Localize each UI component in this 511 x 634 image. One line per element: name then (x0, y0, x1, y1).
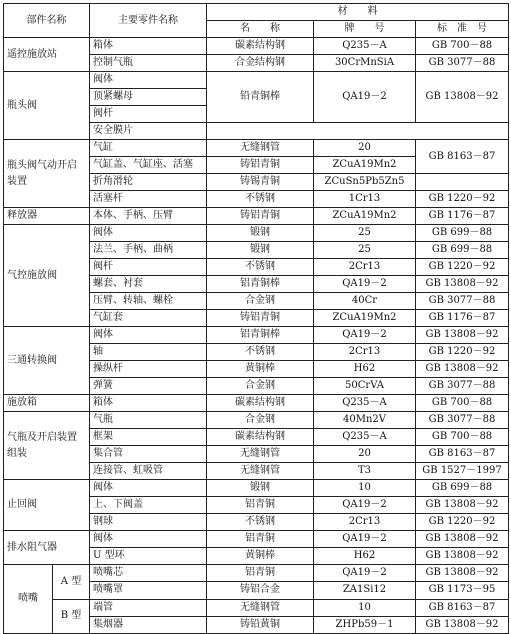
material-standard-cell: GB 13808－92 (416, 327, 509, 344)
material-grade-cell: 10 (314, 480, 416, 497)
material-standard-cell: GB 700－88 (416, 38, 509, 55)
table-row (4, 208, 509, 225)
material-grade-cell: 2Cr13 (314, 514, 416, 531)
header-grade: 牌 号 (314, 21, 416, 38)
part-name-text: 施放箱 (7, 397, 37, 408)
component-cell: 上、下阀盖 (90, 497, 207, 514)
material-grade-cell: ZA1Si12 (314, 582, 416, 599)
material-grade-cell: ZCuA19Mn2 (314, 310, 416, 327)
material-grade-cell: Q235－A (314, 38, 416, 55)
table-row (4, 38, 509, 55)
component-cell: 法兰、手柄、曲柄 (90, 242, 207, 259)
component-cell: 轴 (90, 344, 207, 361)
component-cell: 阀杆 (90, 106, 207, 123)
material-name-cell: 不锈钢 (207, 514, 314, 531)
component-cell: 压臂、转轴、螺栓 (90, 293, 207, 310)
component-cell: 安全膜片 (90, 123, 207, 140)
material-name-cell: 无缝钢管 (207, 446, 314, 463)
part-name-cell (4, 327, 90, 395)
material-standard-cell: GB 13808－92 (416, 497, 509, 514)
material-name-cell: 铸铝青铜 (207, 157, 314, 174)
part-name-cell (4, 412, 90, 480)
component-cell: 端管 (90, 599, 207, 616)
material-name-cell: 碳素结构钢 (207, 395, 314, 412)
material-standard-cell: GB 1220－92 (416, 259, 509, 276)
material-standard-cell: GB 13808－92 (416, 548, 509, 565)
part-name-cell (4, 72, 90, 140)
component-cell: 喷嘴罩 (90, 582, 207, 599)
component-cell: 阀体 (90, 531, 207, 548)
material-name-cell: 合金结构钢 (207, 55, 314, 72)
material-standard-cell: GB 13808－92 (416, 616, 509, 633)
part-name-text: 瓶头阀气动开启装置 (7, 159, 77, 187)
material-name-cell: 不锈钢 (207, 191, 314, 208)
material-name-cell: 不锈钢 (207, 259, 314, 276)
component-cell: 连接管、虹吸管 (90, 463, 207, 480)
component-cell: 阀体 (90, 72, 207, 89)
material-name-cell: 铝青铜 (207, 531, 314, 548)
material-name-cell: 黄铜棒 (207, 361, 314, 378)
component-cell: 框架 (90, 429, 207, 446)
material-grade-cell: 10 (314, 599, 416, 616)
table-row (4, 327, 509, 344)
component-cell: 阀体 (90, 480, 207, 497)
material-grade-cell: 20 (314, 140, 416, 157)
nozzle-split (4, 565, 89, 633)
material-name-cell: 合金钢 (207, 293, 314, 310)
part-name-cell (4, 531, 90, 565)
material-name-cell: 锻钢 (207, 480, 314, 497)
material-standard-cell: GB 8163－87 (416, 446, 509, 463)
nozzle-type-column (52, 565, 89, 633)
material-name-cell: 铅青铜棒 (207, 72, 314, 123)
material-grade-cell: 2Cr13 (314, 259, 416, 276)
material-name-cell: 碳素结构钢 (207, 38, 314, 55)
part-name-text: 遥控施放站 (7, 48, 57, 60)
material-name-cell: 铸铝合金 (207, 582, 314, 599)
component-cell: 气瓶 (90, 412, 207, 429)
component-cell: 操纵杆 (90, 361, 207, 378)
component-cell: 弹簧 (90, 378, 207, 395)
material-grade-cell: 40Cr (314, 293, 416, 310)
materials-table-body (4, 4, 509, 634)
component-cell: 钢球 (90, 514, 207, 531)
nozzle-part-name: 喷嘴 (18, 593, 38, 604)
component-cell: 螺套、衬套 (90, 276, 207, 293)
material-standard-cell: GB 1220－92 (416, 514, 509, 531)
material-standard-cell: GB 700－88 (416, 429, 509, 446)
material-standard-cell: GB 13808－92 (416, 361, 509, 378)
material-grade-cell: Q235－A (314, 395, 416, 412)
material-name-cell: 黄铜棒 (207, 548, 314, 565)
material-name-cell: 铝青铜棒 (207, 327, 314, 344)
material-name-cell: 无缝钢管 (207, 599, 314, 616)
material-name-cell: 铸铝青铜 (207, 208, 314, 225)
material-grade-cell: 1Cr13 (314, 191, 416, 208)
material-name-cell: 碳素结构钢 (207, 429, 314, 446)
material-standard-cell: GB 1220－92 (416, 344, 509, 361)
header-component-name: 主要零件名称 (90, 4, 207, 38)
material-standard-cell: GB 700－88 (416, 395, 509, 412)
material-name-cell: 铸锡青铜 (207, 174, 314, 191)
material-name-cell: 铸铝青铜 (207, 310, 314, 327)
material-grade-cell: QA19－2 (314, 531, 416, 548)
component-cell: 阀体 (90, 225, 207, 242)
component-cell: 折角滑轮 (90, 174, 207, 191)
part-name-cell (4, 565, 90, 634)
material-name-cell: 锻钢 (207, 242, 314, 259)
header-row-1 (4, 4, 509, 21)
component-cell: U 型环 (90, 548, 207, 565)
component-cell: 喷嘴芯 (90, 565, 207, 582)
header-material-name: 名 称 (207, 21, 314, 38)
material-grade-cell: ZHPb59－1 (314, 616, 416, 633)
header-part-name: 部件名称 (4, 4, 90, 38)
material-standard-cell: GB 3077－88 (416, 55, 509, 72)
material-grade-cell: 40Mn2V (314, 412, 416, 429)
part-name-cell (4, 395, 90, 412)
material-standard-cell: GB 3077－88 (416, 378, 509, 395)
part-name-text: 瓶头阀 (7, 99, 37, 111)
part-name-text: 气瓶及开启装置组装 (7, 431, 77, 459)
component-cell: 集合管 (90, 446, 207, 463)
component-cell: 阀杆 (90, 259, 207, 276)
component-cell: 活塞杆 (90, 191, 207, 208)
material-standard-cell: GB 1220－92 (416, 191, 509, 208)
material-name-cell: 无缝钢管 (207, 463, 314, 480)
material-standard-cell: GB 13808－92 (416, 565, 509, 582)
material-standard-cell: GB 699－88 (416, 242, 509, 259)
material-grade-cell: T3 (314, 463, 416, 480)
material-name-cell: 铝青铜棒 (207, 276, 314, 293)
component-cell: 本体、手柄、压臂 (90, 208, 207, 225)
part-name-text: 止回阀 (7, 499, 37, 510)
table-row (4, 565, 509, 582)
part-name-cell (4, 480, 90, 531)
material-grade-cell: QA19－2 (314, 72, 416, 123)
component-cell: 气缸套 (90, 310, 207, 327)
material-grade-cell: ZCuSn5Pb5Zn5 (314, 174, 416, 191)
material-grade-cell: QA19－2 (314, 497, 416, 514)
part-name-cell (4, 225, 90, 327)
material-standard-cell: GB 1173－95 (416, 582, 509, 599)
material-name-cell: 锻钢 (207, 225, 314, 242)
material-name-cell: 铝青铜 (207, 565, 314, 582)
material-standard-cell: GB 3077－88 (416, 293, 509, 310)
table-row (4, 531, 509, 548)
component-cell: 控制气瓶 (90, 55, 207, 72)
table-row (4, 140, 509, 157)
part-name-cell (4, 208, 90, 225)
material-grade-cell: Q235－A (314, 429, 416, 446)
material-grade-cell: ZCuA19Mn2 (314, 157, 416, 174)
material-standard-cell: GB 13808－92 (416, 72, 509, 123)
material-standard-cell: GB 8163－87 (416, 599, 509, 616)
material-grade-cell: QA19－2 (314, 276, 416, 293)
material-grade-cell: QA19－2 (314, 327, 416, 344)
material-name-cell: 铸铅黄铜 (207, 616, 314, 633)
material-grade-cell: 50CrVA (314, 378, 416, 395)
material-standard-cell: GB 1176－87 (416, 208, 509, 225)
part-name-text: 排水阻气器 (7, 541, 57, 553)
component-cell: 箱体 (90, 38, 207, 55)
nozzle-type-label: A 型 (60, 575, 82, 587)
material-grade-cell: 30CrMnSiA (314, 55, 416, 72)
material-grade-cell: QA19－2 (314, 565, 416, 582)
component-cell: 集烟器 (90, 616, 207, 633)
table-row (4, 412, 509, 429)
part-name-text: 气控施放阀 (7, 269, 57, 281)
component-cell: 气缸 (90, 140, 207, 157)
part-name-cell (4, 38, 90, 72)
material-grade-cell: 2Cr13 (314, 344, 416, 361)
material-standard-cell: GB 1527－1997 (416, 463, 509, 480)
material-standard-cell: GB 8163－87 (416, 140, 509, 174)
material-name-cell: 无缝钢管 (207, 140, 314, 157)
material-name-cell: 铝青铜 (207, 497, 314, 514)
component-cell: 箱体 (90, 395, 207, 412)
material-standard-cell: GB 13808－92 (416, 531, 509, 548)
material-standard-cell: GB 699－88 (416, 480, 509, 497)
table-row (4, 480, 509, 497)
material-standard-cell: GB 3077－88 (416, 412, 509, 429)
component-cell: 顶紧螺母 (90, 89, 207, 106)
material-name-cell: 合金钢 (207, 412, 314, 429)
material-name-cell: 合金钢 (207, 378, 314, 395)
material-standard-cell: GB 13808－92 (416, 276, 509, 293)
material-grade-cell: H62 (314, 548, 416, 565)
material-standard-cell: GB 1176－87 (416, 310, 509, 327)
material-grade-cell: 25 (314, 242, 416, 259)
material-standard-cell: GB 699－88 (416, 225, 509, 242)
material-grade-cell: 20 (314, 446, 416, 463)
part-name-cell (4, 140, 90, 208)
nozzle-type-label: B 型 (53, 599, 89, 634)
materials-table (3, 3, 509, 634)
table-row (4, 395, 509, 412)
header-material: 材 料 (207, 4, 509, 21)
table-row (4, 225, 509, 242)
component-cell: 阀体 (90, 327, 207, 344)
material-grade-cell: ZCuA19Mn2 (314, 208, 416, 225)
material-name-cell: 不锈钢 (207, 344, 314, 361)
material-grade-cell: H62 (314, 361, 416, 378)
header-standard: 标 准 号 (416, 21, 509, 38)
material-grade-cell: 25 (314, 225, 416, 242)
table-row (4, 72, 509, 89)
part-name-text: 三通转换阀 (7, 354, 57, 366)
component-cell: 气缸盖、气缸座、活塞 (90, 157, 207, 174)
part-name-text: 释放器 (7, 210, 37, 221)
